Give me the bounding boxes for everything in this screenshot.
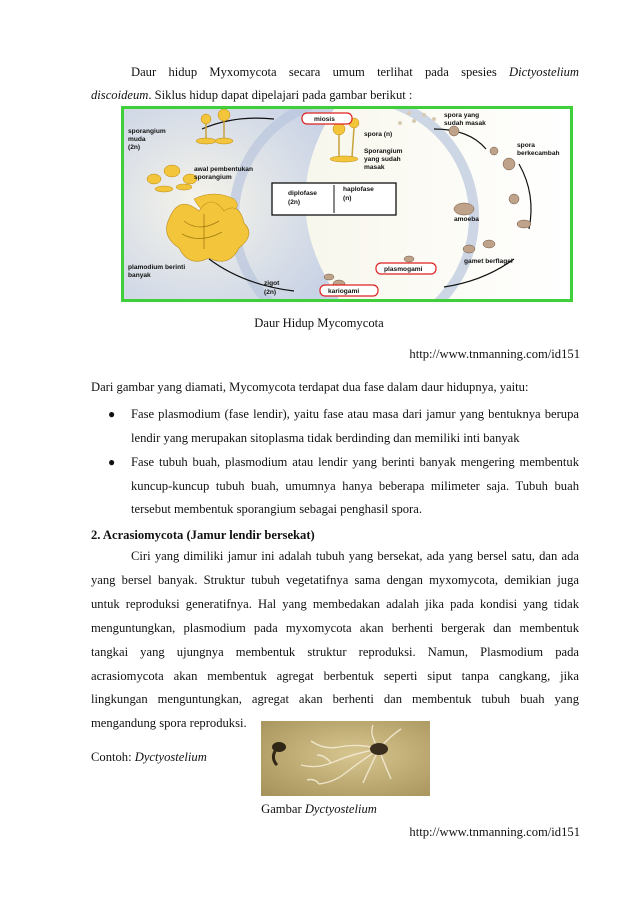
paragraph-line: acrasiomycota akan membentuk agregat berbentuk seperti siput tanpa cangkang, jika: [91, 669, 579, 683]
label-sudah-masak: sudah masak: [444, 120, 486, 127]
bullet-text: tersebut membentuk sporangium sebagai penghasil spora.: [131, 502, 422, 517]
bullet-text: kuncup-kuncup tubuh buah, umumnya hanya beberapa milimeter saja. Tubuh buah: [131, 478, 579, 493]
label-gamet: gamet berflagel: [464, 258, 513, 265]
species-name: Dyctyostelium: [134, 750, 207, 764]
intro-line-1: [91, 61, 579, 85]
label-haplofase: haplofase: [343, 186, 374, 193]
paragraph-line: yang bersel banyak. Struktur tubuh vegetatifnya sama dengan myxomycota, demikian juga: [91, 573, 579, 587]
caption-prefix: Gambar: [261, 802, 302, 816]
bullet-text: Fase plasmodium (fase lendir), yaitu fase atau masa dari jamur yang bentuknya berupa: [131, 407, 579, 421]
example-line: [91, 751, 207, 764]
figure-caption-2: [0, 803, 638, 816]
life-cycle-diagram: [121, 106, 573, 302]
species-name: Dyctyostelium: [304, 802, 377, 816]
label-spora-yang: spora yang: [444, 112, 480, 119]
label-kariogami: kariogami: [328, 288, 360, 295]
intro-text: . Siklus hidup dapat dipelajari pada gambar berikut :: [148, 88, 413, 102]
paragraph-line: menguntungkan, plasmodium pada myxomycota akan berhenti bergerak dan membentuk: [91, 621, 579, 635]
bullet-icon: ●: [108, 455, 116, 469]
label-muda: muda: [128, 136, 146, 143]
species-name: discoideum: [91, 88, 149, 102]
figure-caption-1: Daur Hidup Mycomycota: [254, 316, 384, 330]
species-name: Dictyostelium: [509, 65, 579, 79]
section-heading: 2. Acrasiomycota (Jamur lendir bersekat): [91, 528, 315, 542]
paragraph-line: tangkai yang ujungnya membentuk struktur reproduksi. Namun, Plasmodium pada: [91, 645, 579, 659]
paragraph-line: mengandung spora reproduksi.: [91, 716, 247, 730]
label-spora: spora: [517, 142, 535, 149]
life-cycle-illustration: [124, 109, 570, 299]
bullet-text: lendir yang merupakan sitoplasma tidak berdinding dan memiliki inti banyak: [131, 430, 520, 445]
label-diplofase: diplofase: [288, 190, 317, 197]
label-awal-sporangium: sporangium: [194, 174, 232, 181]
bullet-icon: ●: [108, 407, 116, 421]
dictyostelium-illustration: [261, 721, 430, 796]
dictyostelium-photo: [261, 721, 430, 796]
label-yang-sudah: yang sudah: [364, 156, 401, 163]
label-sporangium-masak: Sporangium: [364, 148, 403, 155]
figure-source-1: http://www.tnmanning.com/id151: [409, 347, 580, 361]
label-zigot-ploidy: (2n): [264, 289, 277, 296]
label-muda-ploidy: (2n): [128, 144, 141, 151]
label-plasmogami: plasmogami: [384, 266, 423, 273]
label-sporangium: sporangium: [128, 128, 166, 135]
label-zigot: zigot: [264, 280, 280, 287]
label-diplofase-ploidy: (2n): [288, 199, 301, 206]
label-awal-pembentukan: awal pembentukan: [194, 166, 253, 173]
label-amoeba: amoeba: [454, 216, 479, 223]
label-banyak: banyak: [128, 272, 151, 279]
intro-text: Daur hidup Myxomycota secara umum terlihat pada spesies: [131, 65, 497, 79]
paragraph-line: untuk reproduksi generatifnya. Hal yang membedakan adalah jika pada kondisi yang tidak: [91, 597, 579, 611]
paragraph-line: Ciri yang dimiliki jamur ini adalah tubuh yang bersekat, ada yang bersel satu, dan ada: [131, 549, 579, 563]
body-lead: Dari gambar yang diamati, Mycomycota terdapat dua fase dalam daur hidupnya, yaitu:: [91, 380, 529, 394]
label-spora-n: spora (n): [364, 131, 393, 138]
label-plamodium: plamodium berinti: [128, 264, 186, 271]
label-haplofase-ploidy: (n): [343, 195, 352, 202]
paragraph-line: lingkungan menguntungkan, agregat akan berhenti dan membentuk tubuh buah yang: [91, 692, 579, 706]
label-miosis: miosis: [314, 116, 335, 123]
label-masak: masak: [364, 164, 385, 171]
label-berkecambah: berkecambah: [517, 150, 560, 157]
figure-source-2: http://www.tnmanning.com/id151: [409, 825, 580, 839]
intro-line-2: [91, 84, 579, 108]
example-prefix: Contoh:: [91, 750, 132, 764]
bullet-text: Fase tubuh buah, plasmodium atau lendir yang berinti banyak mengering membentuk: [131, 455, 579, 469]
